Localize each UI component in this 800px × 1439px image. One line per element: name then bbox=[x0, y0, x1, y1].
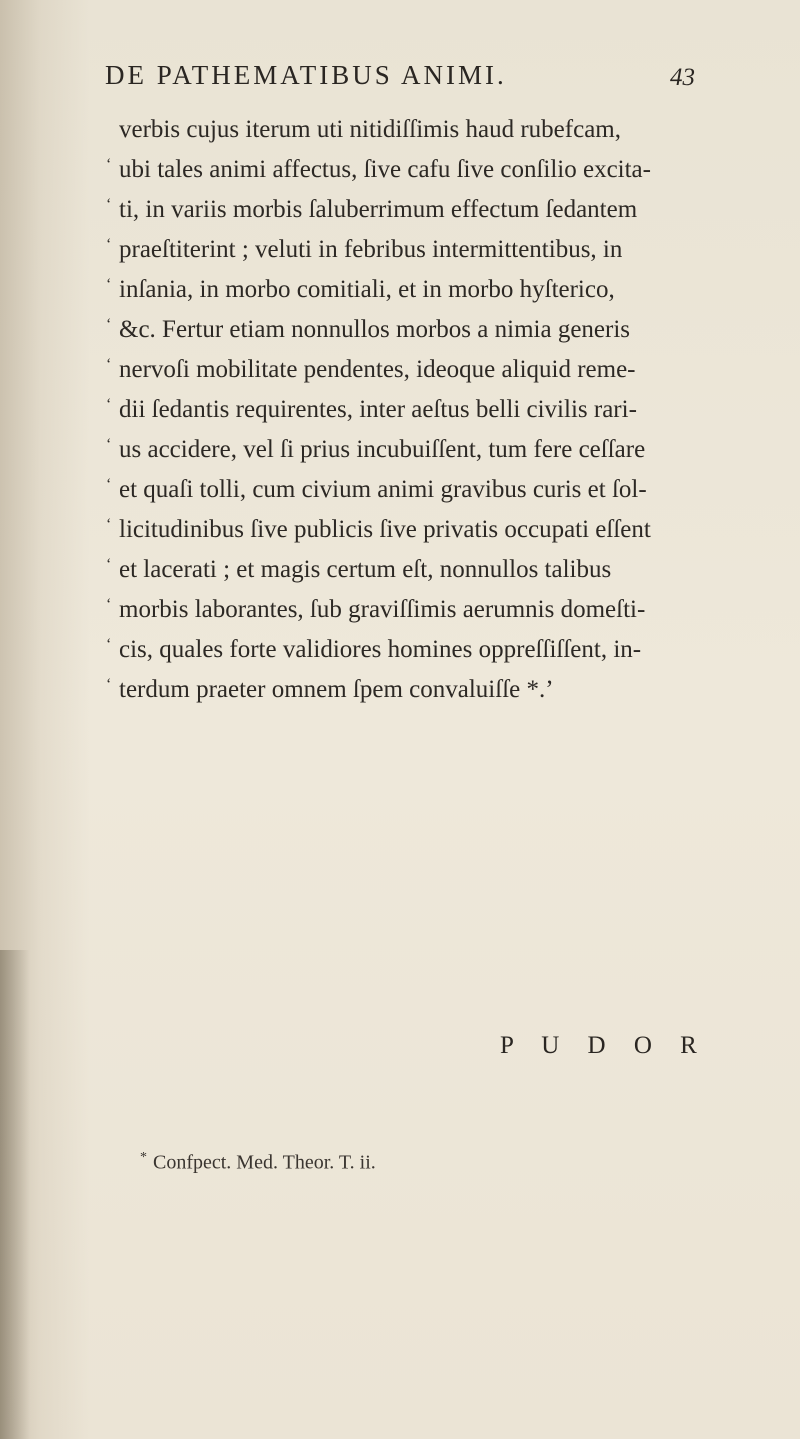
text-line bbox=[106, 550, 706, 590]
text-line bbox=[106, 590, 706, 630]
line-text: nervoſi mobilitate pendentes, ideoque aliquid reme- bbox=[119, 356, 636, 383]
line-text: terdum praeter omnem ſpem convaluiſſe *.’ bbox=[119, 676, 554, 703]
quote-mark: ‘ bbox=[106, 556, 112, 573]
line-text: ubi tales animi affectus, ſive cafu ſive conſilio excita- bbox=[119, 156, 651, 183]
quote-mark: ‘ bbox=[106, 676, 112, 693]
text-line bbox=[106, 230, 706, 270]
quote-mark: ‘ bbox=[106, 436, 112, 453]
line-text: dii ſedantis requirentes, inter aeſtus belli civilis rari- bbox=[119, 396, 637, 423]
quote-mark: ‘ bbox=[106, 476, 112, 493]
text-line bbox=[106, 270, 706, 310]
quote-mark: ‘ bbox=[106, 196, 112, 213]
quote-mark: ‘ bbox=[106, 596, 112, 613]
line-text: us accidere, vel ſi prius incubuiſſent, tum fere ceſſare bbox=[119, 436, 646, 463]
line-text: verbis cujus iterum uti nitidiſſimis haud rubefcam, bbox=[119, 116, 621, 143]
quote-mark: ‘ bbox=[106, 356, 112, 373]
text-line bbox=[106, 190, 706, 230]
quote-mark: ‘ bbox=[106, 276, 112, 293]
text-line bbox=[106, 670, 706, 710]
quote-mark: ‘ bbox=[106, 156, 112, 173]
quote-mark: ‘ bbox=[106, 636, 112, 653]
running-title: DE PATHEMATIBUS ANIMI. bbox=[105, 60, 507, 90]
page-edge-shadow bbox=[0, 950, 30, 1439]
section-heading: P U D O R bbox=[500, 1032, 708, 1059]
text-line bbox=[106, 430, 706, 470]
quote-mark: ‘ bbox=[106, 316, 112, 333]
line-text: licitudinibus ſive publicis ſive privatis occupati eſſent bbox=[119, 516, 651, 543]
quote-mark: ‘ bbox=[106, 236, 112, 253]
text-line bbox=[106, 150, 706, 190]
text-line bbox=[106, 390, 706, 430]
page-number: 43 bbox=[670, 64, 695, 91]
text-line bbox=[106, 510, 706, 550]
text-line bbox=[106, 110, 706, 150]
line-text: et quaſi tolli, cum civium animi gravibus curis et ſol- bbox=[119, 476, 647, 503]
body-text bbox=[106, 110, 706, 710]
text-line bbox=[106, 310, 706, 350]
line-text: inſania, in morbo comitiali, et in morbo hyſterico, bbox=[119, 276, 615, 303]
footnote-text: Confpect. Med. Theor. T. ii. bbox=[153, 1151, 376, 1174]
footnote-mark: * bbox=[140, 1150, 147, 1165]
quote-mark: ‘ bbox=[106, 396, 112, 413]
footnote bbox=[140, 1150, 376, 1175]
text-line bbox=[106, 470, 706, 510]
text-line bbox=[106, 630, 706, 670]
line-text: ti, in variis morbis ſaluberrimum effectum ſedantem bbox=[119, 196, 638, 223]
line-text: morbis laborantes, ſub graviſſimis aerumnis domeſti- bbox=[119, 596, 646, 623]
text-line bbox=[106, 350, 706, 390]
quote-mark: ‘ bbox=[106, 516, 112, 533]
line-text: praeſtiterint ; veluti in febribus intermittentibus, in bbox=[119, 236, 623, 263]
line-text: cis, quales forte validiores homines oppreſſiſſent, in- bbox=[119, 636, 642, 663]
line-text: &c. Fertur etiam nonnullos morbos a nimia generis bbox=[119, 316, 631, 343]
running-head bbox=[105, 60, 695, 100]
line-text: et lacerati ; et magis certum eſt, nonnullos talibus bbox=[119, 556, 612, 583]
